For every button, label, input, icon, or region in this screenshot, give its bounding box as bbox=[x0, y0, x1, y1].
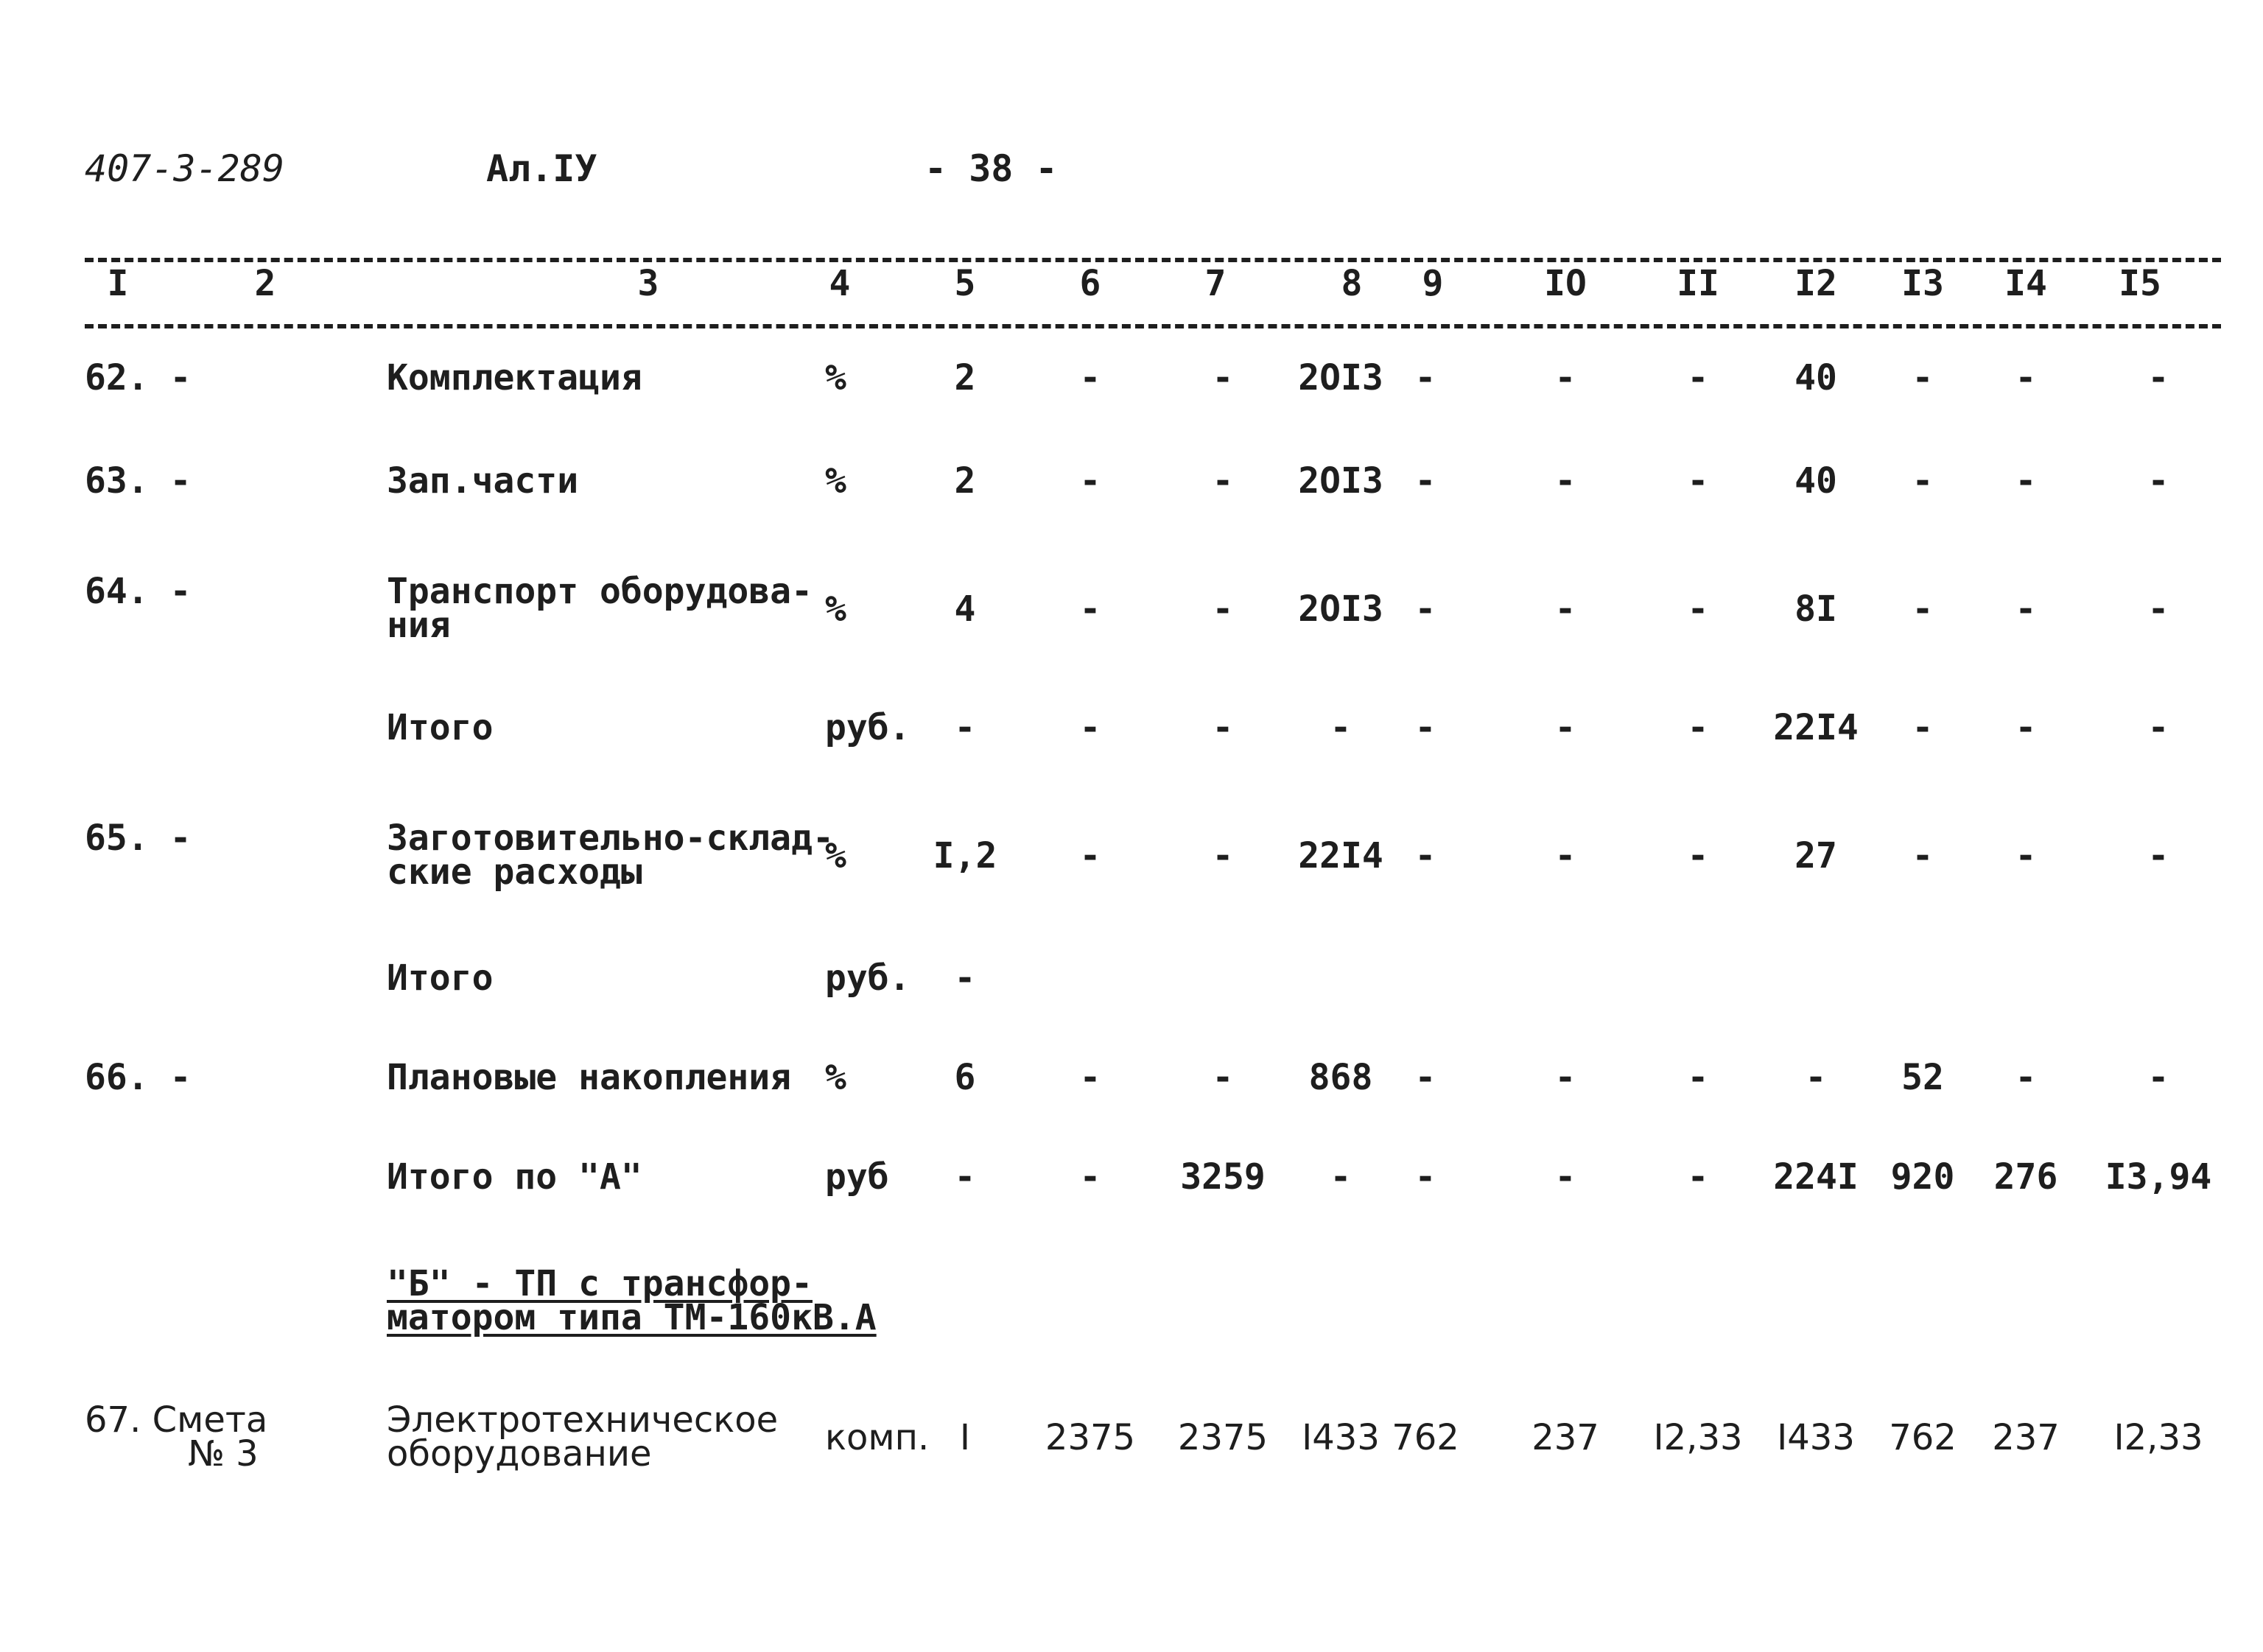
column-number: IO bbox=[1544, 263, 1587, 304]
value-cell-c11: - bbox=[1687, 357, 1709, 398]
value-cell-c8: 2OI3 bbox=[1298, 588, 1383, 630]
value-cell-c5: 2 bbox=[954, 460, 976, 502]
value-cell-c7: - bbox=[1212, 357, 1234, 398]
value-cell-c6: 2375 bbox=[1045, 1417, 1136, 1458]
value-cell-c5: - bbox=[954, 957, 976, 999]
column-number: I5 bbox=[2119, 263, 2161, 304]
value-cell-c15: - bbox=[2147, 835, 2169, 876]
value-cell-c10: - bbox=[1554, 707, 1576, 748]
row-name-line: Итого по "А" bbox=[387, 1156, 642, 1198]
value-cell-c10: - bbox=[1554, 460, 1576, 502]
value-cell-c10: - bbox=[1554, 835, 1576, 876]
value-cell-c5: I,2 bbox=[933, 835, 997, 876]
value-cell-c6: - bbox=[1079, 707, 1101, 748]
value-cell-c14: - bbox=[2015, 707, 2037, 748]
unit-cell: % bbox=[825, 588, 846, 630]
unit-cell: % bbox=[825, 357, 846, 398]
value-cell-c11: - bbox=[1687, 1156, 1709, 1198]
value-cell-c7: - bbox=[1212, 460, 1234, 502]
value-cell-c9: - bbox=[1414, 1057, 1436, 1098]
row-number: 62. - bbox=[85, 357, 192, 398]
value-cell-c9: - bbox=[1414, 707, 1436, 748]
value-cell-c11: - bbox=[1687, 588, 1709, 630]
value-cell-c10: - bbox=[1554, 1156, 1576, 1198]
value-cell-c9: 762 bbox=[1392, 1417, 1459, 1458]
row-number: 65. - bbox=[85, 818, 192, 859]
album-label: Ал.IУ bbox=[486, 147, 597, 190]
row-name-line: Транспорт оборудова- bbox=[387, 571, 813, 612]
value-cell-c6: - bbox=[1079, 588, 1101, 630]
value-cell-c13: - bbox=[1912, 707, 1934, 748]
column-number: 4 bbox=[829, 263, 851, 304]
row-name bbox=[387, 957, 494, 999]
row-number: 66. - bbox=[85, 1057, 192, 1098]
row-name-line: Итого bbox=[387, 707, 494, 748]
value-cell-c9: - bbox=[1414, 835, 1436, 876]
value-cell-c14: - bbox=[2015, 588, 2037, 630]
value-cell-c5: 2 bbox=[954, 357, 976, 398]
column-number: II bbox=[1677, 263, 1719, 304]
value-cell-c10: - bbox=[1554, 588, 1576, 630]
value-cell-c8: 2OI3 bbox=[1298, 357, 1383, 398]
value-cell-c13: 52 bbox=[1901, 1057, 1944, 1098]
row-name bbox=[387, 571, 813, 646]
value-cell-c8: - bbox=[1330, 1156, 1352, 1198]
column-number: 7 bbox=[1204, 263, 1227, 304]
row-name bbox=[387, 1156, 642, 1198]
row-name bbox=[387, 1399, 779, 1475]
value-cell-c7: - bbox=[1212, 835, 1234, 876]
value-cell-c5: - bbox=[954, 1156, 976, 1198]
row-name bbox=[387, 460, 579, 502]
value-cell-c13: - bbox=[1912, 460, 1934, 502]
row-name bbox=[387, 357, 642, 398]
value-cell-c8: 2OI3 bbox=[1298, 460, 1383, 502]
column-number: 6 bbox=[1079, 263, 1101, 304]
value-cell-c11: - bbox=[1687, 835, 1709, 876]
row-name bbox=[387, 707, 494, 748]
value-cell-c5: 6 bbox=[954, 1057, 976, 1098]
value-cell-c14: - bbox=[2015, 835, 2037, 876]
row-name-line: "Б" - ТП с трансфор- bbox=[387, 1263, 813, 1304]
value-cell-c10: 237 bbox=[1532, 1417, 1599, 1458]
value-cell-c13: 762 bbox=[1889, 1417, 1957, 1458]
row-name-line: Электротехническое bbox=[387, 1399, 779, 1441]
value-cell-c13: - bbox=[1912, 588, 1934, 630]
row-name bbox=[387, 818, 834, 893]
value-cell-c8: 22I4 bbox=[1298, 835, 1383, 876]
value-cell-c6: - bbox=[1079, 1156, 1101, 1198]
row-number-suffix: № 3 bbox=[188, 1433, 259, 1475]
unit-cell: руб. bbox=[825, 707, 911, 748]
value-cell-c12: 40 bbox=[1794, 460, 1837, 502]
value-cell-c9: - bbox=[1414, 460, 1436, 502]
row-name-line: ния bbox=[387, 605, 451, 646]
value-cell-c9: - bbox=[1414, 1156, 1436, 1198]
value-cell-c6: - bbox=[1079, 835, 1101, 876]
value-cell-c15: - bbox=[2147, 460, 2169, 502]
unit-cell: комп. bbox=[825, 1417, 930, 1458]
value-cell-c12: 27 bbox=[1794, 835, 1837, 876]
value-cell-c11: - bbox=[1687, 460, 1709, 502]
row-name bbox=[387, 1263, 877, 1338]
value-cell-c5: I bbox=[959, 1417, 971, 1458]
row-name-line: Зап.части bbox=[387, 460, 579, 502]
row-name-line: матором типа ТМ-160кВ.А bbox=[387, 1297, 877, 1338]
column-number: 2 bbox=[254, 263, 276, 304]
value-cell-c7: - bbox=[1212, 1057, 1234, 1098]
column-number: 3 bbox=[637, 263, 659, 304]
value-cell-c12: I433 bbox=[1777, 1417, 1855, 1458]
unit-cell: руб. bbox=[825, 957, 911, 999]
value-cell-c9: - bbox=[1414, 588, 1436, 630]
row-name-line: Итого bbox=[387, 957, 494, 999]
value-cell-c9: - bbox=[1414, 357, 1436, 398]
row-number: 64. - bbox=[85, 571, 192, 612]
value-cell-c15: - bbox=[2147, 588, 2169, 630]
row-name-line: Заготовительно-склад- bbox=[387, 818, 834, 859]
value-cell-c14: 237 bbox=[1992, 1417, 2060, 1458]
value-cell-c7: 3259 bbox=[1180, 1156, 1266, 1198]
value-cell-c11: - bbox=[1687, 1057, 1709, 1098]
value-cell-c7: - bbox=[1212, 588, 1234, 630]
value-cell-c7: - bbox=[1212, 707, 1234, 748]
value-cell-c6: - bbox=[1079, 357, 1101, 398]
column-number: I4 bbox=[2004, 263, 2047, 304]
unit-cell: % bbox=[825, 1057, 846, 1098]
value-cell-c15: - bbox=[2147, 1057, 2169, 1098]
column-number: 9 bbox=[1422, 263, 1444, 304]
row-name-line: Плановые накопления bbox=[387, 1057, 792, 1098]
unit-cell: % bbox=[825, 835, 846, 876]
row-number: 67. Смета bbox=[85, 1399, 268, 1441]
page-number: - 38 - bbox=[925, 147, 1058, 190]
value-cell-c11: - bbox=[1687, 707, 1709, 748]
value-cell-c12: - bbox=[1805, 1057, 1827, 1098]
value-cell-c12: 8I bbox=[1794, 588, 1837, 630]
value-cell-c10: - bbox=[1554, 357, 1576, 398]
value-cell-c15: - bbox=[2147, 707, 2169, 748]
column-number: I3 bbox=[1901, 263, 1944, 304]
value-cell-c6: - bbox=[1079, 460, 1101, 502]
value-cell-c15: I3,94 bbox=[2105, 1156, 2212, 1198]
column-number: 5 bbox=[954, 263, 976, 304]
value-cell-c13: - bbox=[1912, 357, 1934, 398]
row-name-line: ские расходы bbox=[387, 851, 642, 893]
value-cell-c14: - bbox=[2015, 1057, 2037, 1098]
value-cell-c5: - bbox=[954, 707, 976, 748]
row-name bbox=[387, 1057, 792, 1098]
row-name-line: оборудование bbox=[387, 1433, 652, 1475]
row-name-line: Комплектация bbox=[387, 357, 642, 398]
value-cell-c7: 2375 bbox=[1177, 1417, 1269, 1458]
value-cell-c12: 224I bbox=[1773, 1156, 1859, 1198]
value-cell-c8: - bbox=[1330, 707, 1352, 748]
value-cell-c14: - bbox=[2015, 460, 2037, 502]
value-cell-c8: I433 bbox=[1302, 1417, 1380, 1458]
column-number: I bbox=[107, 263, 129, 304]
column-number: 8 bbox=[1341, 263, 1363, 304]
row-number: 63. - bbox=[85, 460, 192, 502]
unit-cell: % bbox=[825, 460, 846, 502]
unit-cell: руб bbox=[825, 1156, 889, 1198]
document-code: 407-3-289 bbox=[85, 147, 284, 190]
value-cell-c12: 40 bbox=[1794, 357, 1837, 398]
value-cell-c11: I2,33 bbox=[1653, 1417, 1743, 1458]
value-cell-c6: - bbox=[1079, 1057, 1101, 1098]
value-cell-c15: - bbox=[2147, 357, 2169, 398]
value-cell-c5: 4 bbox=[954, 588, 976, 630]
value-cell-c8: 868 bbox=[1308, 1057, 1373, 1098]
value-cell-c12: 22I4 bbox=[1773, 707, 1859, 748]
value-cell-c10: - bbox=[1554, 1057, 1576, 1098]
column-number: I2 bbox=[1794, 263, 1837, 304]
value-cell-c14: - bbox=[2015, 357, 2037, 398]
value-cell-c13: - bbox=[1912, 835, 1934, 876]
value-cell-c13: 920 bbox=[1890, 1156, 1955, 1198]
value-cell-c15: I2,33 bbox=[2113, 1417, 2203, 1458]
value-cell-c14: 276 bbox=[1993, 1156, 2058, 1198]
